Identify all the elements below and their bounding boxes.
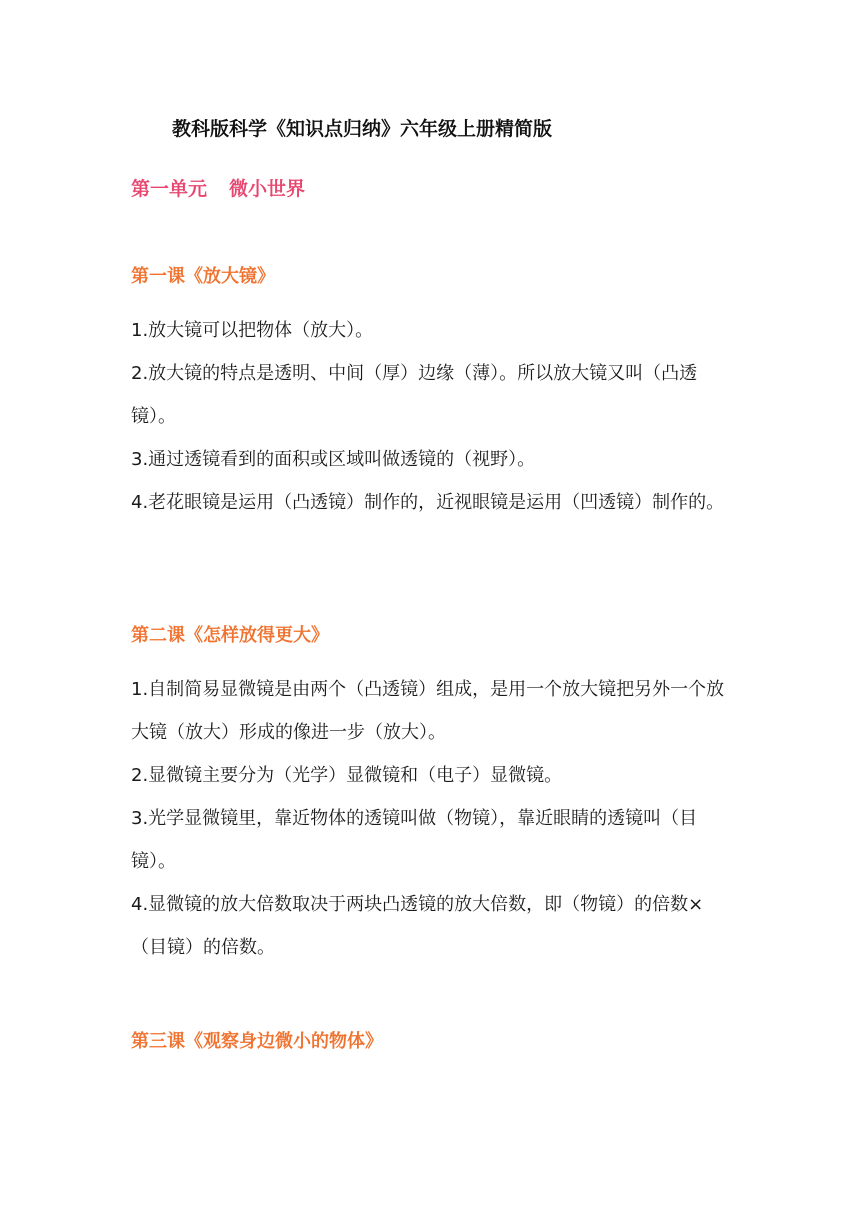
lesson-1-item-1: 1.放大镜可以把物体（放大）。 bbox=[131, 320, 374, 341]
lesson-1-item-2: 2.放大镜的特点是透明、中间（厚）边缘（薄）。所以放大镜又叫（凸透镜）。 bbox=[131, 363, 698, 427]
lesson-1-item-3: 3.通过透镜看到的面积或区域叫做透镜的（视野）。 bbox=[131, 449, 536, 470]
lesson-1-item-4: 4.老花眼镜是运用（凸透镜）制作的，近视眼镜是运用（凹透镜）制作的。 bbox=[131, 492, 725, 513]
lesson-2-items bbox=[131, 668, 731, 969]
lesson-2-item-3: 3.光学显微镜里，靠近物体的透镜叫做（物镜），靠近眼睛的透镜叫（目镜）。 bbox=[131, 808, 698, 872]
lesson-2-item-1: 1.自制简易显微镜是由两个（凸透镜）组成，是用一个放大镜把另外一个放大镜（放大）形成的像进一步（放大）。 bbox=[131, 679, 725, 743]
lesson-2-item-4: 4.显微镜的放大倍数取决于两块凸透镜的放大倍数，即（物镜）的倍数×（目镜）的倍数。 bbox=[131, 894, 704, 958]
lesson-2-item-2: 2.显微镜主要分为（光学）显微镜和（电子）显微镜。 bbox=[131, 765, 563, 786]
lesson-1-items bbox=[131, 309, 731, 524]
unit-heading bbox=[131, 174, 305, 201]
lesson-3-title: 第三课《观察身边微小的物体》 bbox=[131, 1031, 383, 1052]
unit-name: 微小世界 bbox=[229, 178, 306, 200]
lesson-2-title: 第二课《怎样放得更大》 bbox=[131, 625, 329, 646]
document-title: 教科版科学《知识点归纳》六年级上册精简版 bbox=[172, 118, 553, 140]
lesson-1-title: 第一课《放大镜》 bbox=[131, 266, 275, 287]
lesson-2-section bbox=[131, 624, 731, 969]
unit-number: 第一单元 bbox=[131, 178, 208, 200]
lesson-3-section bbox=[131, 1030, 731, 1054]
lesson-1-section bbox=[131, 265, 731, 524]
